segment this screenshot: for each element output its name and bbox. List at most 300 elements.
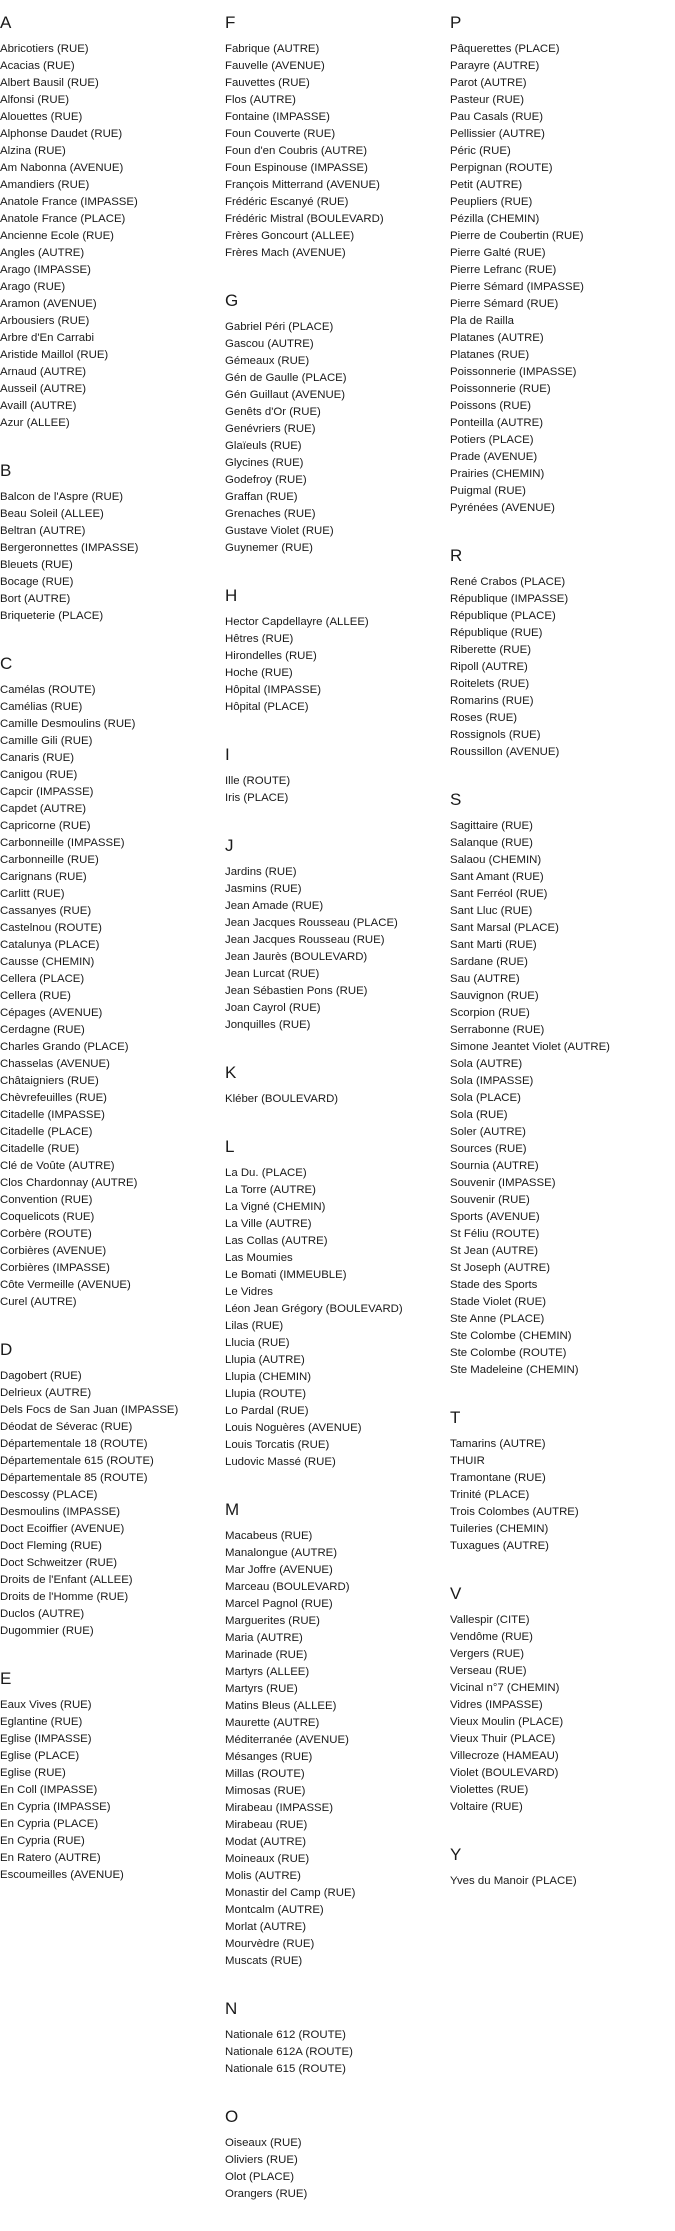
street-name: Balcon de l'Aspre (RUE) (0, 491, 124, 503)
street-name: Amandiers (RUE) (0, 179, 90, 191)
street-name: Canigou (RUE) (0, 769, 78, 781)
street-name: Doct Ecoiffier (AVENUE) (0, 1523, 125, 1535)
street-name: Tramontane (RUE) (450, 1472, 546, 1484)
street-name: Salanque (RUE) (450, 837, 533, 849)
street-name: Départementale 85 (ROUTE) (0, 1472, 148, 1484)
letter-section (450, 1583, 675, 1816)
street-name: Beltran (AUTRE) (0, 525, 86, 537)
street-name: République (PLACE) (450, 610, 556, 622)
street-name: Simone Jeantet Violet (AUTRE) (450, 1041, 610, 1053)
street-name: Pierre Galté (RUE) (450, 247, 546, 259)
street-name: La Ville (AUTRE) (225, 1218, 312, 1230)
street-name: Mimosas (RUE) (225, 1785, 306, 1797)
street-name: En Cypria (PLACE) (0, 1818, 99, 1830)
street-name: Marceau (BOULEVARD) (225, 1581, 350, 1593)
street-name: Causse (CHEMIN) (0, 956, 95, 968)
street-name: Sant Marti (RUE) (450, 939, 537, 951)
street-name: Parot (AUTRE) (450, 77, 527, 89)
street-name: Manalongue (AUTRE) (225, 1547, 338, 1559)
street-name: Glycines (RUE) (225, 457, 304, 469)
street-name: Sauvignon (RUE) (450, 990, 539, 1002)
street-name: La Torre (AUTRE) (225, 1184, 316, 1196)
letter-section (225, 585, 450, 716)
street-name: Marcel Pagnol (RUE) (225, 1598, 333, 1610)
street-name: Albert Bausil (RUE) (0, 77, 99, 89)
street-name: Doct Schweitzer (RUE) (0, 1557, 118, 1569)
street-name: Frères Mach (AVENUE) (225, 247, 346, 259)
street-name: République (IMPASSE) (450, 593, 569, 605)
street-name: Sagittaire (RUE) (450, 820, 533, 832)
street-name: Jean Jacques Rousseau (RUE) (225, 934, 385, 946)
column-3 (450, 0, 675, 1918)
street-name: Corbières (AVENUE) (0, 1245, 107, 1257)
street-name: Aramon (AVENUE) (0, 298, 97, 310)
street-name: Ste Colombe (CHEMIN) (450, 1330, 572, 1342)
street-name: Millas (ROUTE) (225, 1768, 305, 1780)
street-name: Départementale 18 (ROUTE) (0, 1438, 148, 1450)
street-name: Foun Couverte (RUE) (225, 128, 336, 140)
street-list (225, 1528, 450, 1970)
street-name: St Féliu (ROUTE) (450, 1228, 540, 1240)
street-name: Orangers (RUE) (225, 2188, 308, 2200)
letter-section (225, 12, 450, 262)
street-name: Trinité (PLACE) (450, 1489, 530, 1501)
street-name: Vendôme (RUE) (450, 1631, 533, 1643)
street-name: Bleuets (RUE) (0, 559, 73, 571)
street-name: Muscats (RUE) (225, 1955, 303, 1967)
street-name: Parayre (AUTRE) (450, 60, 540, 72)
street-list (225, 2135, 450, 2203)
street-name: Tuileries (CHEMIN) (450, 1523, 549, 1535)
street-name: Flos (AUTRE) (225, 94, 296, 106)
street-name: Vieux Moulin (PLACE) (450, 1716, 564, 1728)
street-list (225, 41, 450, 262)
street-name: Eglise (IMPASSE) (0, 1733, 92, 1745)
street-name: Méditerranée (AVENUE) (225, 1734, 349, 1746)
street-name: Ripoll (AUTRE) (450, 661, 528, 673)
street-name: Arago (IMPASSE) (0, 264, 91, 276)
letter-section (225, 290, 450, 557)
section-letter-heading: Y (450, 1845, 462, 1864)
street-name: Ste Madeleine (CHEMIN) (450, 1364, 579, 1376)
street-list (0, 1697, 225, 1884)
street-name: Roitelets (RUE) (450, 678, 530, 690)
street-name: Graffan (RUE) (225, 491, 298, 503)
letter-section (225, 1062, 450, 1108)
street-name: Kléber (BOULEVARD) (225, 1093, 339, 1105)
section-letter-heading: S (450, 790, 462, 809)
street-name: Desmoulins (IMPASSE) (0, 1506, 121, 1518)
street-name: Duclos (AUTRE) (0, 1608, 85, 1620)
street-name: Cerdagne (RUE) (0, 1024, 85, 1036)
street-list (450, 574, 675, 761)
street-name: Mirabeau (RUE) (225, 1819, 308, 1831)
street-name: Poissonnerie (RUE) (450, 383, 551, 395)
street-name: Léon Jean Grégory (BOULEVARD) (225, 1303, 403, 1315)
street-name: Grenaches (RUE) (225, 508, 316, 520)
street-name: Gén Guillaut (AVENUE) (225, 389, 346, 401)
street-name: Puigmal (RUE) (450, 485, 526, 497)
street-name: Vallespir (CITE) (450, 1614, 530, 1626)
section-letter-heading: L (225, 1137, 235, 1156)
street-name: Eaux Vives (RUE) (0, 1699, 92, 1711)
street-name: Montcalm (AUTRE) (225, 1904, 324, 1916)
street-name: Convention (RUE) (0, 1194, 93, 1206)
street-name: Martyrs (RUE) (225, 1683, 298, 1695)
street-name: Stade Violet (RUE) (450, 1296, 547, 1308)
street-name: Stade des Sports (450, 1279, 538, 1291)
street-name: Vieux Thuir (PLACE) (450, 1733, 556, 1745)
street-name: Pâquerettes (PLACE) (450, 43, 560, 55)
street-name: Alouettes (RUE) (0, 111, 83, 123)
street-name: Mar Joffre (AVENUE) (225, 1564, 333, 1576)
column-1 (0, 0, 225, 1912)
street-name: Sola (PLACE) (450, 1092, 521, 1104)
street-name: Hector Capdellayre (ALLEE) (225, 616, 369, 628)
section-letter-heading: R (450, 546, 463, 565)
section-letter-heading: M (225, 1500, 240, 1519)
letter-section (225, 2106, 450, 2203)
street-name: Carignans (RUE) (0, 871, 87, 883)
street-name: Nationale 615 (ROUTE) (225, 2063, 346, 2075)
street-name: Fontaine (IMPASSE) (225, 111, 330, 123)
street-name: Chasselas (AVENUE) (0, 1058, 110, 1070)
street-name: Violettes (RUE) (450, 1784, 529, 1796)
street-name: Platanes (RUE) (450, 349, 530, 361)
street-name: Azur (ALLEE) (0, 417, 70, 429)
street-name: Monastir del Camp (RUE) (225, 1887, 356, 1899)
section-letter-heading: K (225, 1063, 237, 1082)
street-name: Fauvettes (RUE) (225, 77, 310, 89)
street-name: Péric (RUE) (450, 145, 511, 157)
street-name: Fabrique (AUTRE) (225, 43, 320, 55)
letter-section (0, 12, 225, 432)
street-list (450, 41, 675, 517)
street-name: Modat (AUTRE) (225, 1836, 307, 1848)
letter-section (450, 12, 675, 517)
street-name: Carbonneille (RUE) (0, 854, 99, 866)
street-name: Jean Amade (RUE) (225, 900, 324, 912)
street-name: Peupliers (RUE) (450, 196, 533, 208)
street-name: Ille (ROUTE) (225, 775, 291, 787)
street-name: Corbières (IMPASSE) (0, 1262, 110, 1274)
street-name: Genévriers (RUE) (225, 423, 316, 435)
street-name: Sant Ferréol (RUE) (450, 888, 548, 900)
street-list (450, 1612, 675, 1816)
street-name: Camille Gili (RUE) (0, 735, 93, 747)
street-list (0, 489, 225, 625)
street-name: Jardins (RUE) (225, 866, 297, 878)
street-name: En Ratero (AUTRE) (0, 1852, 101, 1864)
street-name: Sources (RUE) (450, 1143, 527, 1155)
street-name: René Crabos (PLACE) (450, 576, 566, 588)
letter-section (225, 1998, 450, 2078)
street-name: Pézilla (CHEMIN) (450, 213, 540, 225)
street-name: En Cypria (RUE) (0, 1835, 85, 1847)
street-name: Maria (AUTRE) (225, 1632, 303, 1644)
street-name: Dels Focs de San Juan (IMPASSE) (0, 1404, 179, 1416)
street-name: Martyrs (ALLEE) (225, 1666, 310, 1678)
street-name: Gustave Violet (RUE) (225, 525, 334, 537)
street-name: Tamarins (AUTRE) (450, 1438, 546, 1450)
street-name: Camille Desmoulins (RUE) (0, 718, 136, 730)
street-name: Doct Fleming (RUE) (0, 1540, 102, 1552)
street-name: Arnaud (AUTRE) (0, 366, 87, 378)
street-name: Molis (AUTRE) (225, 1870, 301, 1882)
section-letter-heading: H (225, 586, 238, 605)
section-letter-heading: N (225, 1999, 238, 2018)
street-name: Matins Bleus (ALLEE) (225, 1700, 337, 1712)
street-name: Alzina (RUE) (0, 145, 66, 157)
street-name: Sant Marsal (PLACE) (450, 922, 559, 934)
street-name: Ancienne Ecole (RUE) (0, 230, 114, 242)
street-name: Vicinal n°7 (CHEMIN) (450, 1682, 560, 1694)
street-name: Marguerites (RUE) (225, 1615, 320, 1627)
street-name: Déodat de Séverac (RUE) (0, 1421, 133, 1433)
street-name: Jean Jaurès (BOULEVARD) (225, 951, 368, 963)
street-name: Dagobert (RUE) (0, 1370, 82, 1382)
street-name: Gén de Gaulle (PLACE) (225, 372, 347, 384)
street-list (225, 864, 450, 1034)
letter-section (225, 1499, 450, 1970)
street-name: Prade (AVENUE) (450, 451, 538, 463)
street-name: Oliviers (RUE) (225, 2154, 298, 2166)
street-name: Joan Cayrol (RUE) (225, 1002, 321, 1014)
street-name: Gascou (AUTRE) (225, 338, 314, 350)
street-list (225, 1165, 450, 1471)
street-name: Serrabonne (RUE) (450, 1024, 545, 1036)
street-name: Sant Lluc (RUE) (450, 905, 533, 917)
street-name: Briqueterie (PLACE) (0, 610, 104, 622)
street-name: Louis Noguères (AVENUE) (225, 1422, 362, 1434)
street-name: Oiseaux (RUE) (225, 2137, 302, 2149)
street-name: Aristide Maillol (RUE) (0, 349, 109, 361)
street-name: Clé de Voûte (AUTRE) (0, 1160, 115, 1172)
street-name: Maurette (AUTRE) (225, 1717, 320, 1729)
section-letter-heading: A (0, 13, 12, 32)
street-name: Soler (AUTRE) (450, 1126, 526, 1138)
street-name: Iris (PLACE) (225, 792, 289, 804)
street-name: Frédéric Escanyé (RUE) (225, 196, 349, 208)
street-name: Moineaux (RUE) (225, 1853, 310, 1865)
street-name: Poissons (RUE) (450, 400, 532, 412)
street-name: Sola (IMPASSE) (450, 1075, 534, 1087)
street-list (0, 1368, 225, 1640)
street-name: THUIR (450, 1455, 485, 1467)
street-name: Llupia (ROUTE) (225, 1388, 307, 1400)
section-letter-heading: J (225, 836, 234, 855)
street-name: Poissonnerie (IMPASSE) (450, 366, 577, 378)
street-name: Perpignan (ROUTE) (450, 162, 553, 174)
street-name: Capcir (IMPASSE) (0, 786, 94, 798)
street-list (225, 773, 450, 807)
street-name: Côte Vermeille (AVENUE) (0, 1279, 131, 1291)
street-name: Sola (RUE) (450, 1109, 508, 1121)
street-name: Olot (PLACE) (225, 2171, 294, 2183)
street-name: Marinade (RUE) (225, 1649, 308, 1661)
street-name: Sau (AUTRE) (450, 973, 520, 985)
street-name: Pierre Lefranc (RUE) (450, 264, 557, 276)
street-name: Coquelicots (RUE) (0, 1211, 95, 1223)
street-name: Ludovic Massé (RUE) (225, 1456, 336, 1468)
street-name: Platanes (AUTRE) (450, 332, 544, 344)
street-name: Bocage (RUE) (0, 576, 74, 588)
section-letter-heading: T (450, 1408, 461, 1427)
street-name: Clos Chardonnay (AUTRE) (0, 1177, 138, 1189)
street-list (450, 1436, 675, 1555)
street-name: Acacias (RUE) (0, 60, 75, 72)
street-name: Fauvelle (AVENUE) (225, 60, 325, 72)
street-name: Macabeus (RUE) (225, 1530, 313, 1542)
street-name: Lo Pardal (RUE) (225, 1405, 309, 1417)
street-name: Hôpital (PLACE) (225, 701, 309, 713)
street-name: Jean Sébastien Pons (RUE) (225, 985, 368, 997)
letter-section (225, 1136, 450, 1471)
street-list (225, 1091, 450, 1108)
street-name: Pasteur (RUE) (450, 94, 525, 106)
street-name: Llucia (RUE) (225, 1337, 290, 1349)
street-name: Cellera (RUE) (0, 990, 71, 1002)
street-name: Anatole France (PLACE) (0, 213, 126, 225)
street-name: Yves du Manoir (PLACE) (450, 1875, 577, 1887)
street-name: En Coll (IMPASSE) (0, 1784, 98, 1796)
street-name: Capricorne (RUE) (0, 820, 91, 832)
street-name: Jonquilles (RUE) (225, 1019, 311, 1031)
section-letter-heading: C (0, 654, 13, 673)
street-name: Souvenir (RUE) (450, 1194, 530, 1206)
street-name: Souvenir (IMPASSE) (450, 1177, 556, 1189)
street-name: Pierre Sémard (RUE) (450, 298, 559, 310)
street-name: Citadelle (PLACE) (0, 1126, 93, 1138)
street-name: François Mitterrand (AVENUE) (225, 179, 380, 191)
letter-section (0, 1668, 225, 1884)
street-name: La Vigné (CHEMIN) (225, 1201, 326, 1213)
street-name: Roses (RUE) (450, 712, 518, 724)
street-name: Pierre Sémard (IMPASSE) (450, 281, 584, 293)
street-name: Jean Jacques Rousseau (PLACE) (225, 917, 398, 929)
street-name: Arbre d'En Carrabi (0, 332, 94, 344)
letter-section (0, 460, 225, 625)
street-name: La Du. (PLACE) (225, 1167, 307, 1179)
street-name: Prairies (CHEMIN) (450, 468, 545, 480)
street-name: République (RUE) (450, 627, 543, 639)
street-name: Le Vidres (225, 1286, 273, 1298)
street-name: Sola (AUTRE) (450, 1058, 523, 1070)
street-name: St Joseph (AUTRE) (450, 1262, 551, 1274)
street-name: Canaris (RUE) (0, 752, 75, 764)
street-name: Pau Casals (RUE) (450, 111, 544, 123)
street-name: Vergers (RUE) (450, 1648, 525, 1660)
section-letter-heading: G (225, 291, 239, 310)
street-name: Voltaire (RUE) (450, 1801, 523, 1813)
street-list (450, 818, 675, 1379)
street-name: Nationale 612 (ROUTE) (225, 2029, 346, 2041)
street-name: Nationale 612A (ROUTE) (225, 2046, 353, 2058)
street-name: Availl (AUTRE) (0, 400, 77, 412)
letter-section (225, 744, 450, 807)
street-name: Foun Espinouse (IMPASSE) (225, 162, 368, 174)
section-letter-heading: E (0, 1669, 12, 1688)
street-name: Carbonneille (IMPASSE) (0, 837, 125, 849)
street-name: Frères Goncourt (ALLEE) (225, 230, 355, 242)
street-name: Pyrénées (AVENUE) (450, 502, 555, 514)
street-name: Corbère (ROUTE) (0, 1228, 92, 1240)
street-name: Ausseil (AUTRE) (0, 383, 87, 395)
section-letter-heading: I (225, 745, 230, 764)
street-name: Delrieux (AUTRE) (0, 1387, 92, 1399)
street-name: Rossignols (RUE) (450, 729, 541, 741)
column-2 (225, 0, 450, 2231)
street-name: Cellera (PLACE) (0, 973, 85, 985)
street-name: Mourvèdre (RUE) (225, 1938, 315, 1950)
street-name: Verseau (RUE) (450, 1665, 527, 1677)
street-name: En Cypria (IMPASSE) (0, 1801, 111, 1813)
letter-section (450, 1407, 675, 1555)
street-name: Las Moumies (225, 1252, 293, 1264)
street-name: Eglise (RUE) (0, 1767, 66, 1779)
street-name: Ste Anne (PLACE) (450, 1313, 545, 1325)
street-list (0, 41, 225, 432)
street-list (225, 614, 450, 716)
street-name: Alfonsi (RUE) (0, 94, 69, 106)
street-name: Anatole France (IMPASSE) (0, 196, 138, 208)
street-name: Capdet (AUTRE) (0, 803, 87, 815)
section-letter-heading: B (0, 461, 12, 480)
street-name: Romarins (RUE) (450, 695, 534, 707)
street-name: Pellissier (AUTRE) (450, 128, 545, 140)
street-name: Cassanyes (RUE) (0, 905, 92, 917)
street-name: Bergeronnettes (IMPASSE) (0, 542, 139, 554)
street-name: Pla de Railla (450, 315, 514, 327)
street-name: Sournia (AUTRE) (450, 1160, 539, 1172)
street-name: Gémeaux (RUE) (225, 355, 310, 367)
street-name: Le Bomati (IMMEUBLE) (225, 1269, 347, 1281)
street-name: Foun d'en Coubris (AUTRE) (225, 145, 368, 157)
street-name: Salaou (CHEMIN) (450, 854, 542, 866)
street-name: Louis Torcatis (RUE) (225, 1439, 330, 1451)
street-name: Hirondelles (RUE) (225, 650, 317, 662)
street-name: Vidres (IMPASSE) (450, 1699, 543, 1711)
street-name: Eglise (PLACE) (0, 1750, 80, 1762)
street-name: Citadelle (IMPASSE) (0, 1109, 105, 1121)
street-name: Droits de l'Enfant (ALLEE) (0, 1574, 133, 1586)
street-name: Trois Colombes (AUTRE) (450, 1506, 579, 1518)
street-name: Llupia (AUTRE) (225, 1354, 305, 1366)
street-name: Scorpion (RUE) (450, 1007, 530, 1019)
section-letter-heading: F (225, 13, 236, 32)
street-name: Roussillon (AVENUE) (450, 746, 560, 758)
street-name: Mésanges (RUE) (225, 1751, 313, 1763)
street-name: Hêtres (RUE) (225, 633, 294, 645)
street-name: Petit (AUTRE) (450, 179, 523, 191)
street-name: Eglantine (RUE) (0, 1716, 83, 1728)
letter-section (450, 789, 675, 1379)
street-name: Bort (AUTRE) (0, 593, 71, 605)
street-name: Glaïeuls (RUE) (225, 440, 302, 452)
section-letter-heading: D (0, 1340, 13, 1359)
section-letter-heading: O (225, 2107, 239, 2126)
street-name: Jean Lurcat (RUE) (225, 968, 320, 980)
street-name: Hoche (RUE) (225, 667, 293, 679)
street-name: Camélas (ROUTE) (0, 684, 96, 696)
street-list (225, 2027, 450, 2078)
street-name: Sardane (RUE) (450, 956, 528, 968)
street-name: Beau Soleil (ALLEE) (0, 508, 104, 520)
street-list (225, 319, 450, 557)
letter-section (225, 835, 450, 1034)
street-name: Charles Grando (PLACE) (0, 1041, 129, 1053)
street-name: Genêts d'Or (RUE) (225, 406, 321, 418)
